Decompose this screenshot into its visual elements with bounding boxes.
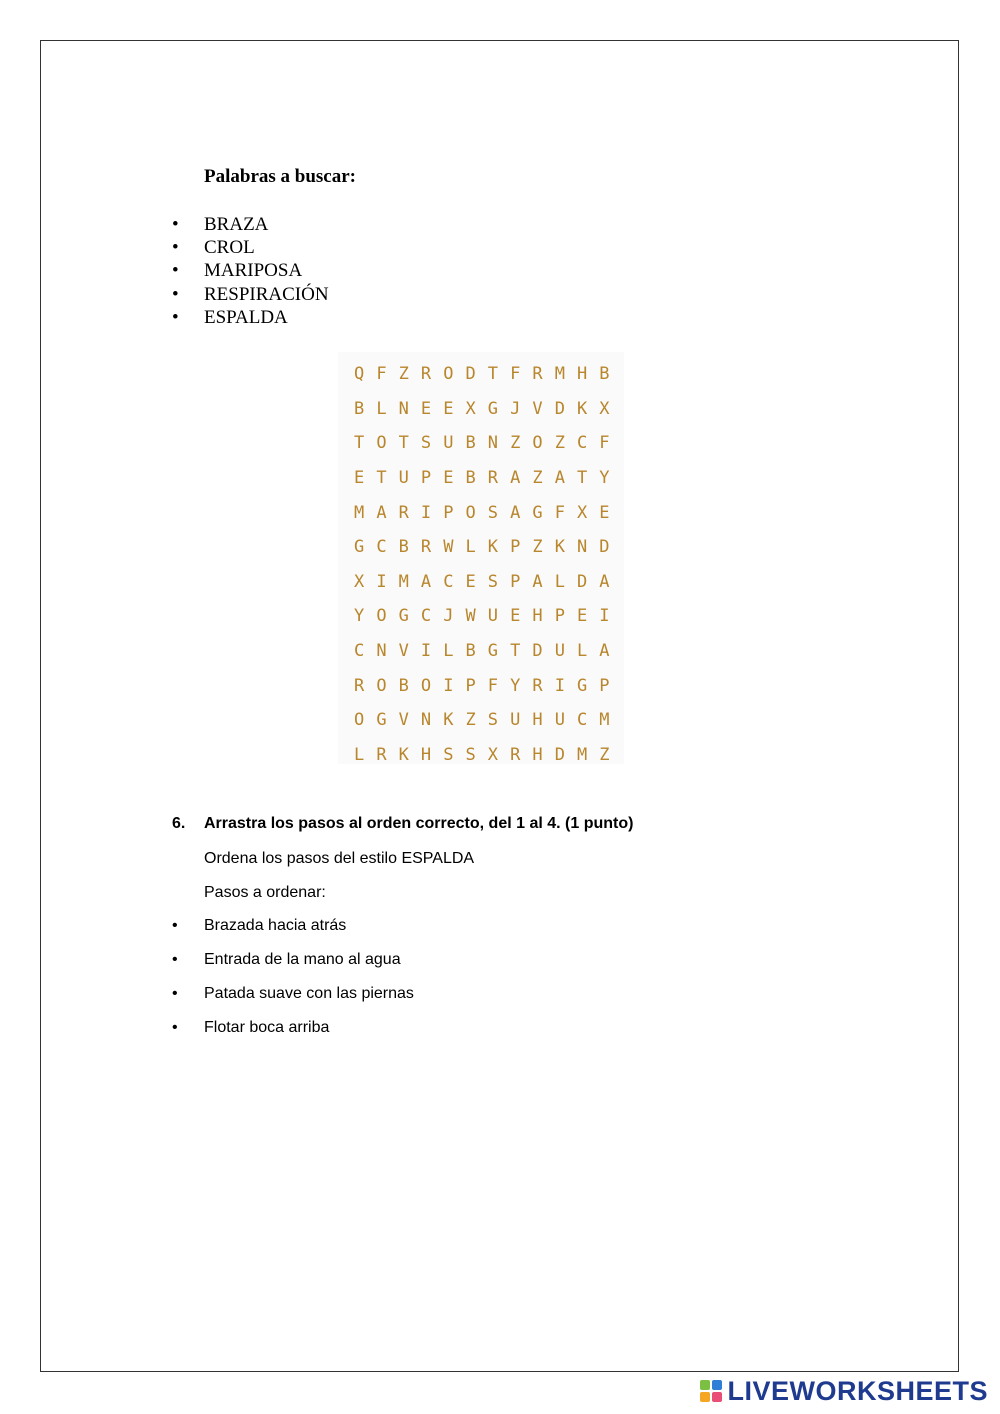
grid-letter[interactable]: F: [554, 502, 565, 523]
grid-letter[interactable]: R: [510, 744, 521, 765]
grid-letter[interactable]: F: [487, 675, 499, 696]
grid-letter[interactable]: Z: [532, 468, 543, 489]
grid-letter[interactable]: P: [510, 571, 521, 592]
grid-letter[interactable]: Y: [599, 468, 610, 489]
grid-letter[interactable]: B: [465, 468, 476, 489]
grid-letter[interactable]: E: [443, 468, 454, 489]
grid-letter[interactable]: B: [465, 641, 476, 662]
grid-letter[interactable]: A: [376, 502, 387, 523]
grid-letter[interactable]: U: [443, 433, 454, 454]
grid-letter[interactable]: Y: [354, 606, 365, 627]
grid-letter[interactable]: P: [443, 502, 454, 523]
grid-letter[interactable]: G: [354, 537, 365, 558]
grid-letter[interactable]: A: [554, 468, 565, 489]
question-instruction: Ordena los pasos del estilo ESPALDA: [204, 850, 475, 867]
grid-letter[interactable]: G: [487, 398, 499, 419]
grid-letter[interactable]: R: [398, 502, 409, 523]
step-item[interactable]: • Patada suave con las piernas: [172, 984, 414, 1018]
grid-letter[interactable]: U: [510, 710, 521, 731]
grid-letter[interactable]: X: [599, 398, 610, 419]
liveworksheets-brand: [699, 1374, 988, 1408]
grid-letter[interactable]: S: [487, 710, 499, 731]
grid-letter[interactable]: T: [576, 468, 588, 489]
grid-letter[interactable]: R: [420, 537, 432, 558]
grid-letter[interactable]: C: [443, 571, 454, 592]
grid-letter[interactable]: R: [354, 675, 365, 696]
grid-letter[interactable]: O: [532, 433, 543, 454]
grid-letter[interactable]: M: [599, 710, 610, 731]
grid-letter[interactable]: U: [487, 606, 499, 627]
grid-letter[interactable]: L: [576, 641, 588, 662]
grid-letter[interactable]: A: [510, 468, 521, 489]
grid-letter[interactable]: S: [443, 744, 454, 765]
grid-letter[interactable]: F: [510, 364, 521, 385]
grid-letter[interactable]: G: [532, 502, 543, 523]
grid-letter[interactable]: K: [554, 537, 565, 558]
grid-letter[interactable]: D: [554, 744, 565, 765]
grid-letter[interactable]: D: [554, 398, 565, 419]
grid-letter[interactable]: Z: [465, 710, 476, 731]
grid-letter[interactable]: P: [510, 537, 521, 558]
grid-letter[interactable]: R: [420, 364, 432, 385]
steps-list: [172, 916, 414, 1052]
grid-letter[interactable]: W: [443, 537, 454, 558]
grid-letter[interactable]: Z: [599, 744, 610, 765]
grid-letter[interactable]: S: [420, 433, 432, 454]
grid-letter[interactable]: C: [576, 433, 588, 454]
grid-letter[interactable]: G: [376, 710, 387, 731]
grid-letter[interactable]: S: [487, 502, 499, 523]
question-number: 6.: [172, 815, 186, 832]
grid-letter[interactable]: I: [554, 675, 565, 696]
grid-letter[interactable]: C: [420, 606, 432, 627]
grid-letter[interactable]: S: [465, 744, 476, 765]
grid-letter[interactable]: O: [376, 433, 387, 454]
grid-letter[interactable]: I: [443, 675, 454, 696]
question-6-title: [172, 815, 633, 833]
grid-letter[interactable]: I: [376, 571, 387, 592]
grid-letter[interactable]: O: [376, 606, 387, 627]
grid-letter[interactable]: T: [354, 433, 365, 454]
grid-letter[interactable]: K: [443, 710, 454, 731]
grid-letter[interactable]: I: [599, 606, 610, 627]
grid-letter[interactable]: N: [576, 537, 588, 558]
grid-letter[interactable]: X: [576, 502, 588, 523]
grid-letter[interactable]: E: [465, 571, 476, 592]
grid-letter[interactable]: U: [554, 710, 565, 731]
word-item: • ESPALDA: [172, 306, 329, 329]
grid-letter[interactable]: Z: [510, 433, 521, 454]
grid-letter[interactable]: K: [398, 744, 409, 765]
grid-letter[interactable]: C: [576, 710, 588, 731]
word-item: • RESPIRACIÓN: [172, 283, 329, 306]
grid-letter[interactable]: Y: [510, 675, 521, 696]
grid-letter[interactable]: L: [354, 744, 365, 765]
grid-letter[interactable]: Z: [554, 433, 565, 454]
grid-letter[interactable]: I: [420, 641, 432, 662]
grid-letter[interactable]: E: [599, 502, 610, 523]
grid-letter[interactable]: G: [487, 641, 499, 662]
grid-letter[interactable]: Z: [532, 537, 543, 558]
grid-letter[interactable]: V: [398, 710, 409, 731]
grid-letter[interactable]: I: [420, 502, 432, 523]
grid-letter[interactable]: R: [532, 675, 543, 696]
grid-letter[interactable]: P: [554, 606, 565, 627]
grid-letter[interactable]: N: [487, 433, 499, 454]
grid-letter[interactable]: D: [599, 537, 610, 558]
step-item[interactable]: • Brazada hacia atrás: [172, 916, 414, 950]
grid-letter[interactable]: O: [443, 364, 454, 385]
grid-letter[interactable]: V: [532, 398, 543, 419]
grid-letter[interactable]: U: [554, 641, 565, 662]
grid-letter[interactable]: E: [354, 468, 365, 489]
grid-letter[interactable]: K: [576, 398, 588, 419]
grid-letter[interactable]: B: [398, 675, 409, 696]
grid-letter[interactable]: O: [376, 675, 387, 696]
question-text: Arrastra los pasos al orden correcto, del 1 al 4. (1 punto): [204, 815, 634, 832]
grid-letter[interactable]: P: [465, 675, 476, 696]
grid-letter[interactable]: M: [554, 364, 565, 385]
grid-letter[interactable]: A: [510, 502, 521, 523]
grid-letter[interactable]: R: [376, 744, 387, 765]
steps-heading: Pasos a ordenar:: [204, 884, 326, 901]
grid-letter[interactable]: J: [510, 398, 521, 419]
grid-letter[interactable]: A: [532, 571, 543, 592]
step-item[interactable]: • Flotar boca arriba: [172, 1018, 414, 1052]
grid-letter[interactable]: H: [532, 710, 543, 731]
grid-letter[interactable]: J: [443, 606, 454, 627]
grid-letter[interactable]: X: [487, 744, 499, 765]
grid-letter[interactable]: E: [510, 606, 521, 627]
grid-letter[interactable]: H: [576, 364, 588, 385]
word-item: • BRAZA: [172, 213, 329, 236]
word-item: • CROL: [172, 236, 329, 259]
grid-letter[interactable]: V: [398, 641, 409, 662]
grid-letter[interactable]: T: [376, 468, 387, 489]
grid-letter[interactable]: D: [465, 364, 476, 385]
grid-letter[interactable]: T: [487, 364, 499, 385]
grid-letter[interactable]: H: [532, 606, 543, 627]
grid-letter[interactable]: O: [465, 502, 476, 523]
grid-letter[interactable]: X: [465, 398, 476, 419]
grid-letter[interactable]: B: [398, 537, 409, 558]
grid-letter[interactable]: G: [398, 606, 409, 627]
word-item: • MARIPOSA: [172, 259, 329, 282]
grid-letter[interactable]: M: [354, 502, 365, 523]
grid-letter[interactable]: A: [599, 641, 610, 662]
brand-name: LIVEWORKSHEETS: [727, 1375, 988, 1406]
grid-letter[interactable]: O: [420, 675, 432, 696]
grid-letter[interactable]: A: [420, 571, 432, 592]
grid-letter[interactable]: B: [354, 398, 365, 419]
grid-letter[interactable]: H: [420, 744, 432, 765]
grid-letter[interactable]: D: [576, 571, 588, 592]
word-list-heading: Palabras a buscar:: [204, 166, 356, 187]
grid-letter[interactable]: M: [398, 571, 409, 592]
grid-letter[interactable]: X: [354, 571, 365, 592]
grid-letter[interactable]: E: [443, 398, 454, 419]
grid-letter[interactable]: L: [465, 537, 476, 558]
grid-letter[interactable]: F: [599, 433, 610, 454]
step-item[interactable]: • Entrada de la mano al agua: [172, 950, 414, 984]
grid-letter[interactable]: W: [465, 606, 476, 627]
grid-letter[interactable]: E: [576, 606, 588, 627]
grid-letter[interactable]: N: [398, 398, 409, 419]
grid-letter[interactable]: K: [487, 537, 499, 558]
grid-letter[interactable]: G: [576, 675, 588, 696]
grid-letter[interactable]: P: [599, 675, 610, 696]
grid-letter[interactable]: B: [465, 433, 476, 454]
grid-letter[interactable]: S: [487, 571, 499, 592]
grid-letter[interactable]: U: [398, 468, 409, 489]
grid-letter[interactable]: N: [420, 710, 432, 731]
grid-letter[interactable]: L: [376, 398, 387, 419]
grid-letter[interactable]: F: [376, 364, 387, 385]
grid-letter[interactable]: R: [532, 364, 543, 385]
grid-letter[interactable]: H: [532, 744, 543, 765]
grid-letter[interactable]: C: [354, 641, 365, 662]
grid-letter[interactable]: B: [599, 364, 610, 385]
grid-letter[interactable]: Z: [398, 364, 409, 385]
grid-letter[interactable]: L: [554, 571, 565, 592]
grid-letter[interactable]: T: [510, 641, 521, 662]
grid-letter[interactable]: E: [420, 398, 432, 419]
grid-letter[interactable]: N: [376, 641, 387, 662]
grid-letter[interactable]: C: [376, 537, 387, 558]
word-list: [172, 213, 329, 329]
grid-letter[interactable]: A: [599, 571, 610, 592]
liveworksheets-logo-icon: [699, 1379, 723, 1403]
grid-letter[interactable]: O: [354, 710, 365, 731]
grid-letter[interactable]: M: [576, 744, 588, 765]
grid-letter[interactable]: R: [487, 468, 499, 489]
grid-letter[interactable]: Q: [354, 364, 365, 385]
grid-letter[interactable]: L: [443, 641, 454, 662]
grid-letter[interactable]: P: [420, 468, 432, 489]
grid-letter[interactable]: D: [532, 641, 543, 662]
word-search-panel: [338, 352, 624, 764]
word-search-grid[interactable]: [348, 357, 616, 772]
grid-letter[interactable]: T: [398, 433, 409, 454]
